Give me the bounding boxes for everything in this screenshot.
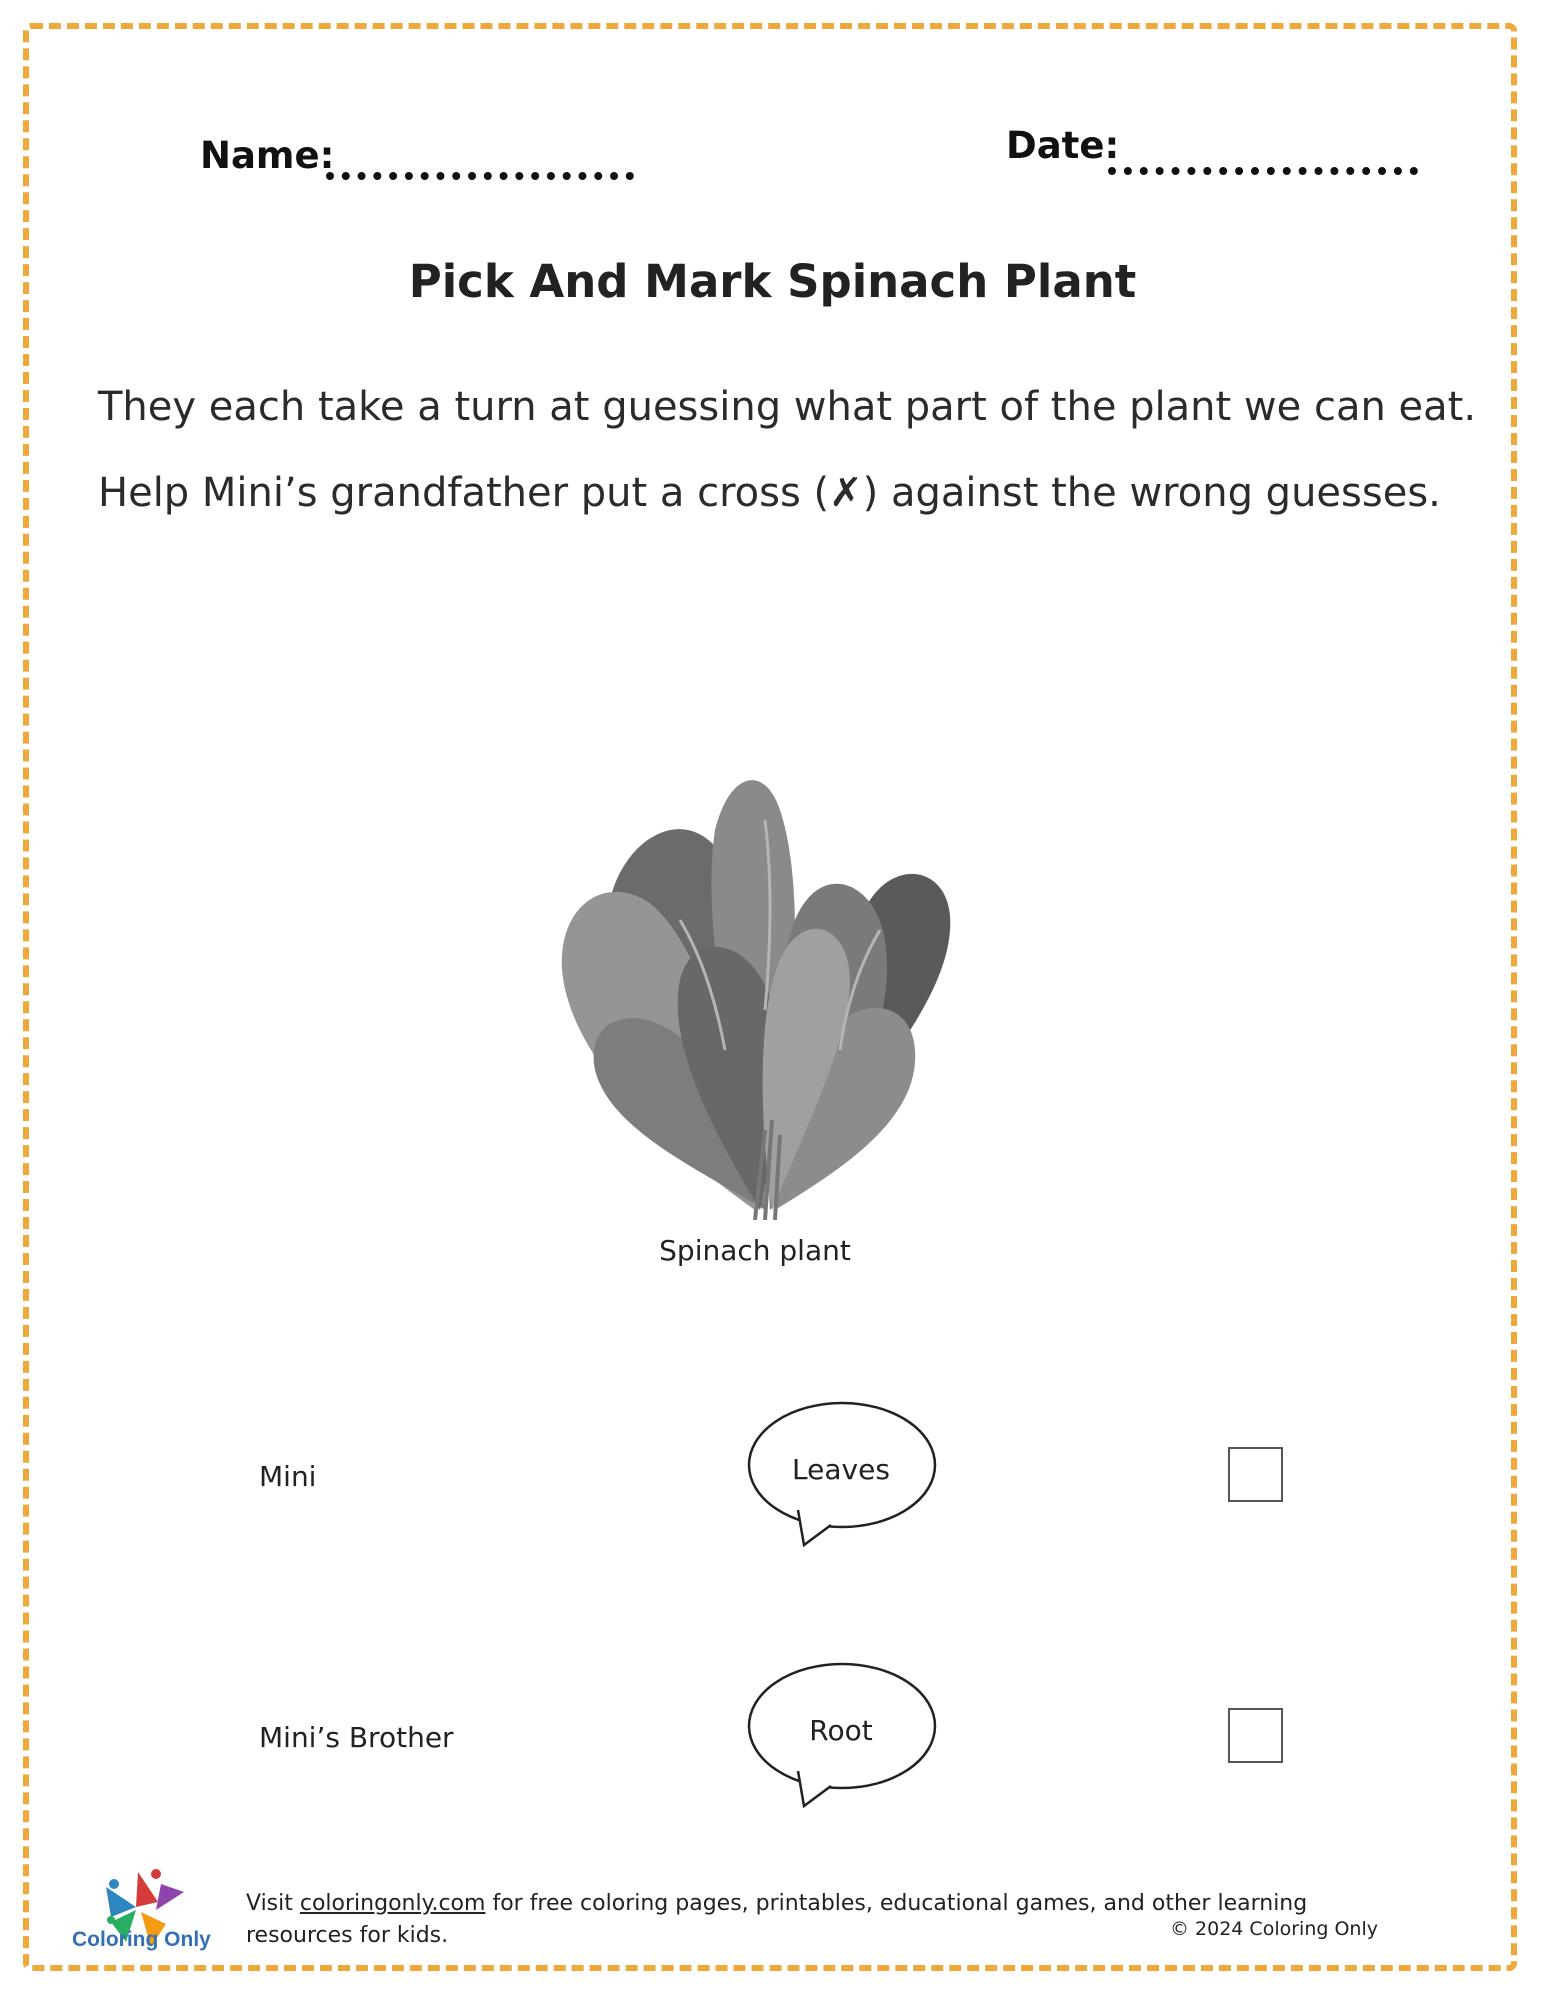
cross-checkbox-mini[interactable] <box>1228 1447 1283 1502</box>
person-label-minis-brother: Mini’s Brother <box>259 1721 454 1754</box>
speech-bubble-root <box>746 1656 946 1816</box>
guess-text: Leaves <box>792 1453 890 1486</box>
spinach-plant-icon <box>550 750 970 1220</box>
site-link[interactable]: coloringonly.com <box>299 1891 486 1916</box>
person-label-mini: Mini <box>259 1460 317 1493</box>
logo-text: Coloring Only <box>72 1928 211 1951</box>
instruction-line-2: Help Mini’s grandfather put a cross (✗) against the wrong guesses. <box>98 470 1441 516</box>
name-label: Name: <box>200 134 335 177</box>
date-label: Date: <box>1006 124 1120 167</box>
instruction-line-1: They each take a turn at guessing what part of the plant we can eat. <box>98 384 1477 430</box>
guess-text: Root <box>809 1714 873 1747</box>
footer-visit-suffix: for free coloring pages, printables, educational games, and other learning resources for kids. <box>246 1891 1308 1948</box>
copyright-text: © 2024 Coloring Only <box>1170 1918 1378 1940</box>
date-field[interactable] <box>1108 167 1418 175</box>
image-caption: Spinach plant <box>659 1234 851 1267</box>
speech-bubble-leaves <box>746 1395 946 1555</box>
page-title: Pick And Mark Spinach Plant <box>408 255 1137 308</box>
name-field[interactable] <box>326 172 634 180</box>
footer-visit-prefix: Visit <box>246 1891 300 1916</box>
cross-checkbox-minis-brother[interactable] <box>1228 1708 1283 1763</box>
